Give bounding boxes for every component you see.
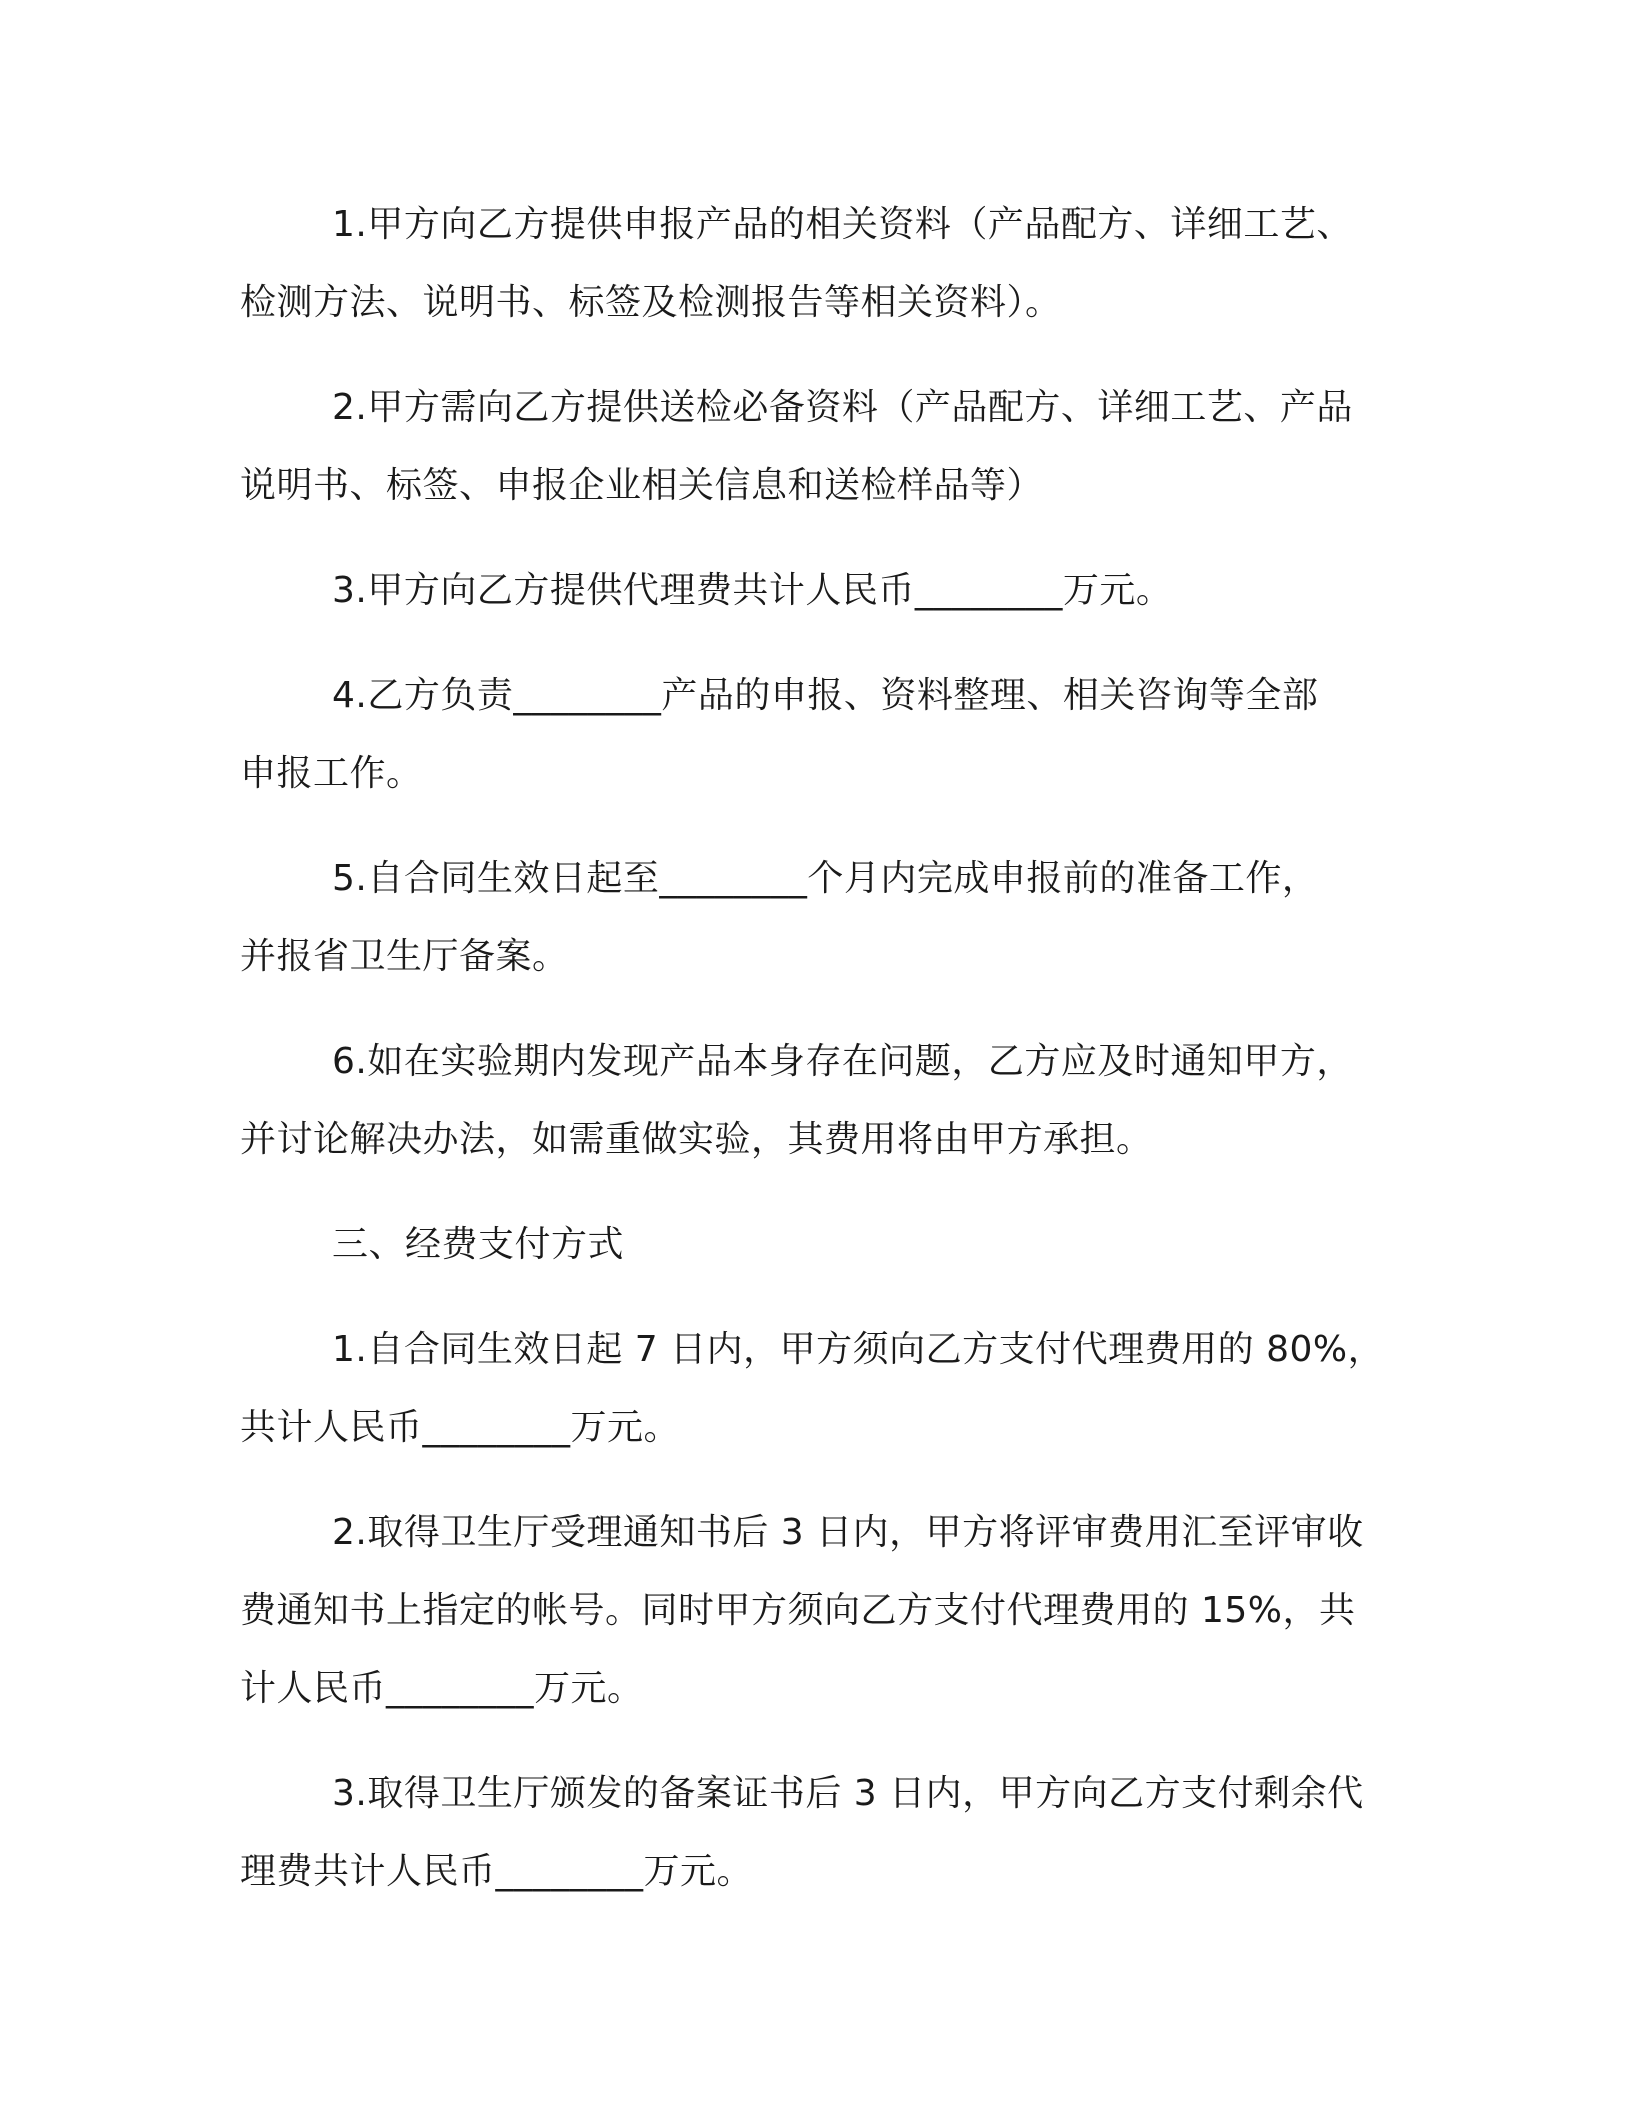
- clause-1-line-1: 1.甲方向乙方提供申报产品的相关资料（产品配方、详细工艺、: [332, 204, 1353, 245]
- payment-clause-3-line-1: 3.取得卫生厅颁发的备案证书后 3 日内，甲方向乙方支付剩余代: [332, 1773, 1364, 1814]
- clause-2: [240, 369, 1380, 525]
- clause-1: [240, 186, 1380, 342]
- payment-clause-1-line-1: 1.自合同生效日起 7 日内，甲方须向乙方支付代理费用的 80%，: [332, 1329, 1385, 1370]
- clause-5: [240, 840, 1380, 996]
- document-body: [240, 186, 1385, 1938]
- payment-clause-2-line-1: 2.取得卫生厅受理通知书后 3 日内，甲方将评审费用汇至评审收: [332, 1512, 1364, 1553]
- clause-3-line-1: 3.甲方向乙方提供代理费共计人民币________万元。: [332, 570, 1173, 611]
- clause-3: [240, 552, 1380, 630]
- payment-clause-2-line-2: 费通知书上指定的帐号。同时甲方须向乙方支付代理费用的 15%，共: [240, 1590, 1356, 1631]
- payment-clause-2-line-3: 计人民币________万元。: [240, 1668, 644, 1709]
- clause-5-line-1: 5.自合同生效日起至________个月内完成申报前的准备工作，: [332, 858, 1319, 899]
- section-heading-line: 三、经费支付方式: [332, 1224, 625, 1265]
- clause-1-line-2: 检测方法、说明书、标签及检测报告等相关资料）。: [240, 282, 1062, 323]
- clause-4-line-2: 申报工作。: [240, 753, 423, 794]
- payment-clause-2: [240, 1494, 1380, 1728]
- clause-6-line-2: 并讨论解决办法，如需重做实验，其费用将由甲方承担。: [240, 1119, 1153, 1160]
- payment-clause-3-line-2: 理费共计人民币________万元。: [240, 1851, 754, 1892]
- clause-4-line-1: 4.乙方负责________产品的申报、资料整理、相关咨询等全部: [332, 675, 1319, 716]
- clause-6-line-1: 6.如在实验期内发现产品本身存在问题，乙方应及时通知甲方，: [332, 1041, 1353, 1082]
- payment-clause-1: [240, 1311, 1385, 1467]
- clause-2-line-2: 说明书、标签、申报企业相关信息和送检样品等）: [240, 465, 1044, 506]
- payment-clause-3: [240, 1755, 1380, 1911]
- clause-2-line-1: 2.甲方需向乙方提供送检必备资料（产品配方、详细工艺、产品: [332, 387, 1353, 428]
- section-heading-payment: [240, 1206, 1380, 1284]
- clause-5-line-2: 并报省卫生厅备案。: [240, 936, 569, 977]
- clause-6: [240, 1023, 1380, 1179]
- clause-4: [240, 657, 1380, 813]
- payment-clause-1-line-2: 共计人民币________万元。: [240, 1407, 681, 1448]
